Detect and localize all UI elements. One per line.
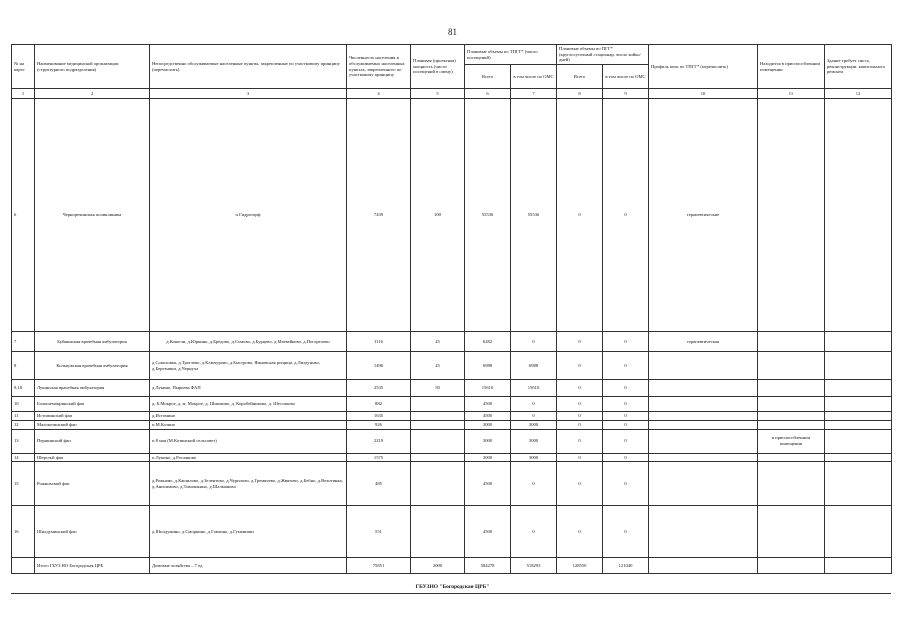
population-cell: 2535 — [347, 380, 411, 397]
adapted-cell — [758, 412, 825, 421]
adapted-cell — [758, 397, 825, 412]
beds-cell: 0 — [557, 380, 603, 397]
adapted-cell — [758, 453, 825, 462]
profile-cell — [649, 352, 758, 380]
rebuild-cell — [825, 420, 892, 429]
adapted-cell: в приспособленном помещении — [758, 429, 825, 453]
settlements-cell: п.8 мая (М.Козинский сельсовет) — [150, 429, 347, 453]
total-visits-oms: 518293 — [511, 558, 557, 574]
header-beds-oms: в том числе по ОМС — [603, 65, 649, 89]
population-cell: 926 — [347, 420, 411, 429]
organization-cell: Большемокринский фап — [35, 397, 150, 412]
visits-cell: 3000 — [465, 429, 511, 453]
visits-cell: 6988 — [465, 352, 511, 380]
beds-oms-cell: 0 — [603, 506, 649, 558]
population-cell: 551 — [347, 506, 411, 558]
visits-oms-cell: 3000 — [511, 420, 557, 429]
beds-oms-cell: 0 — [603, 332, 649, 352]
organization-cell: Истоминский фап — [35, 412, 150, 421]
capacity-cell — [411, 420, 465, 429]
profile-cell — [649, 453, 758, 462]
capacity-cell — [411, 506, 465, 558]
map-number-cell: 15 — [12, 462, 35, 506]
footer-organization: ГБУЗНО "Богородская ЦРБ" — [415, 584, 490, 590]
header-adapted: Находится в приспособленном помещении — [758, 45, 825, 89]
table-row — [12, 99, 892, 332]
organization-cell: Першинский фап — [35, 429, 150, 453]
settlements-cell: д.Истомино — [150, 412, 347, 421]
total-row — [12, 558, 892, 574]
table-row — [12, 453, 892, 462]
map-number-cell: 13 — [12, 429, 35, 453]
rebuild-cell — [825, 99, 892, 332]
organization-cell: Лукинская врачебная амбулатория — [35, 380, 150, 397]
beds-oms-cell: 0 — [603, 99, 649, 332]
column-number: 11 — [758, 89, 825, 99]
map-number-cell: 9,18 — [12, 380, 35, 397]
column-number: 6 — [465, 89, 511, 99]
rebuild-cell — [825, 558, 892, 574]
visits-oms-cell: 0 — [511, 332, 557, 352]
beds-cell: 0 — [557, 429, 603, 453]
visits-oms-cell: 0 — [511, 412, 557, 421]
visits-oms-cell: 3000 — [511, 429, 557, 453]
adapted-cell — [758, 332, 825, 352]
capacity-cell — [411, 412, 465, 421]
visits-oms-cell: 6988 — [511, 352, 557, 380]
beds-cell: 0 — [557, 99, 603, 332]
settlements-cell: п.Лукино, д.Росляково — [150, 453, 347, 462]
organization-cell: Рожновский фап — [35, 462, 150, 506]
beds-cell: 0 — [557, 453, 603, 462]
table-row — [12, 412, 892, 421]
table-row — [12, 397, 892, 412]
map-number-cell: 11 — [12, 412, 35, 421]
beds-oms-cell: 0 — [603, 352, 649, 380]
settlements-cell: п.Гидроторф — [150, 99, 347, 332]
beds-oms-cell: 0 — [603, 412, 649, 421]
visits-oms-cell: 0 — [511, 506, 557, 558]
adapted-cell — [758, 462, 825, 506]
adapted-cell — [758, 420, 825, 429]
table-row — [12, 462, 892, 506]
population-cell: 1496 — [347, 352, 411, 380]
column-number: 3 — [150, 89, 347, 99]
adapted-cell — [758, 352, 825, 380]
table-row — [12, 332, 892, 352]
profile-cell — [649, 506, 758, 558]
beds-oms-cell: 0 — [603, 420, 649, 429]
capacity-cell: 25 — [411, 332, 465, 352]
map-number-cell: 7 — [12, 332, 35, 352]
organization-cell: Шерстьй фап — [35, 453, 150, 462]
map-number-cell: 8 — [12, 352, 35, 380]
profile-cell — [649, 429, 758, 453]
population-cell: 1116 — [347, 332, 411, 352]
settlements-cell: д.Лукино, Пырьева ФАП — [150, 380, 347, 397]
visits-oms-cell: 55536 — [511, 99, 557, 332]
beds-oms-cell: 0 — [603, 453, 649, 462]
column-number: 2 — [35, 89, 150, 99]
column-number: 1 — [12, 89, 35, 99]
beds-cell: 0 — [557, 397, 603, 412]
column-number: 9 — [603, 89, 649, 99]
beds-cell: 0 — [557, 506, 603, 558]
profile-cell — [649, 462, 758, 506]
table-row — [12, 380, 892, 397]
population-cell: 7439 — [347, 99, 411, 332]
header-map-number: № на карте — [12, 45, 35, 89]
header-visits: Плановые объемы по ТПГГ* (число посещений) — [465, 45, 557, 65]
population-cell: 485 — [347, 462, 411, 506]
column-number: 8 — [557, 89, 603, 99]
beds-cell: 0 — [557, 332, 603, 352]
map-number-cell: 6 — [12, 99, 35, 332]
column-number-row — [12, 89, 892, 99]
organization-cell: Буйнинская врачебная амбулатория — [35, 332, 150, 352]
visits-oms-cell: 15610 — [511, 380, 557, 397]
header-bed-profile: Профиль коек по ТПГГ* (перечислить) — [649, 45, 758, 89]
map-number-cell: 12 — [12, 420, 35, 429]
beds-oms-cell: 0 — [603, 429, 649, 453]
profile-cell — [649, 558, 758, 574]
header-capacity: Плановая (проектная) мощность (число посещений в смену) — [411, 45, 465, 89]
profile-cell — [649, 412, 758, 421]
header-settlements: Непосредственно обслуживаемые населенные пункты, закрепленные по участковому принципу (перечислить) — [150, 45, 347, 89]
capacity-cell — [411, 453, 465, 462]
visits-cell: 3000 — [465, 420, 511, 429]
total-capacity: 2000 — [411, 558, 465, 574]
capacity-cell: 100 — [411, 99, 465, 332]
settlements-cell: п.М.Козино — [150, 420, 347, 429]
population-cell: 1575 — [347, 453, 411, 462]
population-cell: 2219 — [347, 429, 411, 453]
total-population: 75851 — [347, 558, 411, 574]
rebuild-cell — [825, 462, 892, 506]
visits-cell: 4500 — [465, 506, 511, 558]
beds-oms-cell: 0 — [603, 397, 649, 412]
rebuild-cell — [825, 380, 892, 397]
total-beds-oms: 121040 — [603, 558, 649, 574]
rebuild-cell — [825, 412, 892, 421]
visits-cell: 15610 — [465, 380, 511, 397]
visits-cell: 55536 — [465, 99, 511, 332]
capacity-cell — [411, 462, 465, 506]
header-organization: Наименование медицинской организации (структурного подразделения) — [35, 45, 150, 89]
beds-oms-cell: 0 — [603, 380, 649, 397]
settlements-cell: д.Шилдумино, д.Сморкино, д.Гавлино, д.Гумениши — [150, 506, 347, 558]
table-row — [12, 352, 892, 380]
adapted-cell — [758, 506, 825, 558]
beds-cell: 0 — [557, 352, 603, 380]
header-beds: Плановые объемы по ПГГ* (круглосуточный стационар, число койко/дней) — [557, 45, 649, 65]
organization-cell: Черноречинская поликлиника — [35, 99, 150, 332]
capacity-cell: 25 — [411, 352, 465, 380]
rebuild-cell — [825, 453, 892, 462]
visits-oms-cell: 0 — [511, 462, 557, 506]
column-number: 4 — [347, 89, 411, 99]
beds-cell: 0 — [557, 412, 603, 421]
rebuild-cell — [825, 352, 892, 380]
rebuild-cell — [825, 429, 892, 453]
settlements-cell: д. Б.Мокрое, д. м. Мокрое, д. Шишково, д. Коробейниково, д. Шестаково — [150, 397, 347, 412]
visits-cell: 3000 — [465, 453, 511, 462]
organization-cell: Малокозинский фап — [35, 420, 150, 429]
visits-cell: 4500 — [465, 397, 511, 412]
map-number-cell: 16 — [12, 506, 35, 558]
page-number: 81 — [448, 27, 457, 37]
capacity-cell — [411, 397, 465, 412]
adapted-cell — [758, 380, 825, 397]
beds-cell: 0 — [557, 420, 603, 429]
capacity-cell: 50 — [411, 380, 465, 397]
organization-cell: Кольцовская врачебная амбулатория — [35, 352, 150, 380]
visits-cell: 6282 — [465, 332, 511, 352]
adapted-cell — [758, 558, 825, 574]
adapted-cell — [758, 99, 825, 332]
column-number: 10 — [649, 89, 758, 99]
beds-cell: 0 — [557, 462, 603, 506]
total-settlements: Домовые хозяйства – 7 ед — [150, 558, 347, 574]
facilities-table — [11, 44, 892, 574]
profile-cell — [649, 397, 758, 412]
table-row — [12, 420, 892, 429]
visits-oms-cell: 3000 — [511, 453, 557, 462]
column-number: 7 — [511, 89, 557, 99]
table-row — [12, 506, 892, 558]
visits-cell: 4500 — [465, 412, 511, 421]
population-cell: 882 — [347, 397, 411, 412]
profile-cell: терапевтические — [649, 99, 758, 332]
map-number-cell: 10 — [12, 397, 35, 412]
capacity-cell — [411, 429, 465, 453]
profile-cell — [649, 420, 758, 429]
organization-cell: Шилдуминский фап — [35, 506, 150, 558]
total-visits: 584278 — [465, 558, 511, 574]
column-number: 5 — [411, 89, 465, 99]
settlements-cell: д.Кошели, д.Юркино, д.Бредово, д.Сомово, д.Бурцево, д.Матвейково, д.Погорелово — [150, 332, 347, 352]
beds-oms-cell: 0 — [603, 462, 649, 506]
map-number-cell: 14 — [12, 453, 35, 462]
table-row — [12, 429, 892, 453]
settlements-cell: д.Рожново, д.Кашилово, д.Зелентово, д.Чурилово, д.Гремячево, д.Жвятово, д.Бебно, д.Вехотинка, д.Анисимово, д.Тимошкино, д.Шалманово — [150, 462, 347, 506]
profile-cell: терапевтическая — [649, 332, 758, 352]
total-label: Итого ГБУЗ НО Богородская ЦРБ — [35, 558, 150, 574]
header-visits-oms: в том числе по ОМС — [511, 65, 557, 89]
column-number: 12 — [825, 89, 892, 99]
header-rebuild: Здание требует сноса, реконструкции, капитального ремонта — [825, 45, 892, 89]
footer-divider — [11, 593, 891, 594]
visits-oms-cell: 0 — [511, 397, 557, 412]
header-visits-total: Всего — [465, 65, 511, 89]
profile-cell — [649, 380, 758, 397]
header-population: Численность населения в обслуживаемых населенных пунктах, закрепленного по участковому принципу — [347, 45, 411, 89]
header-beds-total: Всего — [557, 65, 603, 89]
rebuild-cell — [825, 397, 892, 412]
rebuild-cell — [825, 506, 892, 558]
settlements-cell: д.Соколовка, д.Троглево, д.Ключурово, д.Быстрово, Ямновская рощица, д.Лиздуново, д.Березники, д.Чернуха — [150, 352, 347, 380]
map-number-cell — [12, 558, 35, 574]
rebuild-cell — [825, 332, 892, 352]
total-beds: 128550 — [557, 558, 603, 574]
population-cell: 1635 — [347, 412, 411, 421]
visits-cell: 4500 — [465, 462, 511, 506]
